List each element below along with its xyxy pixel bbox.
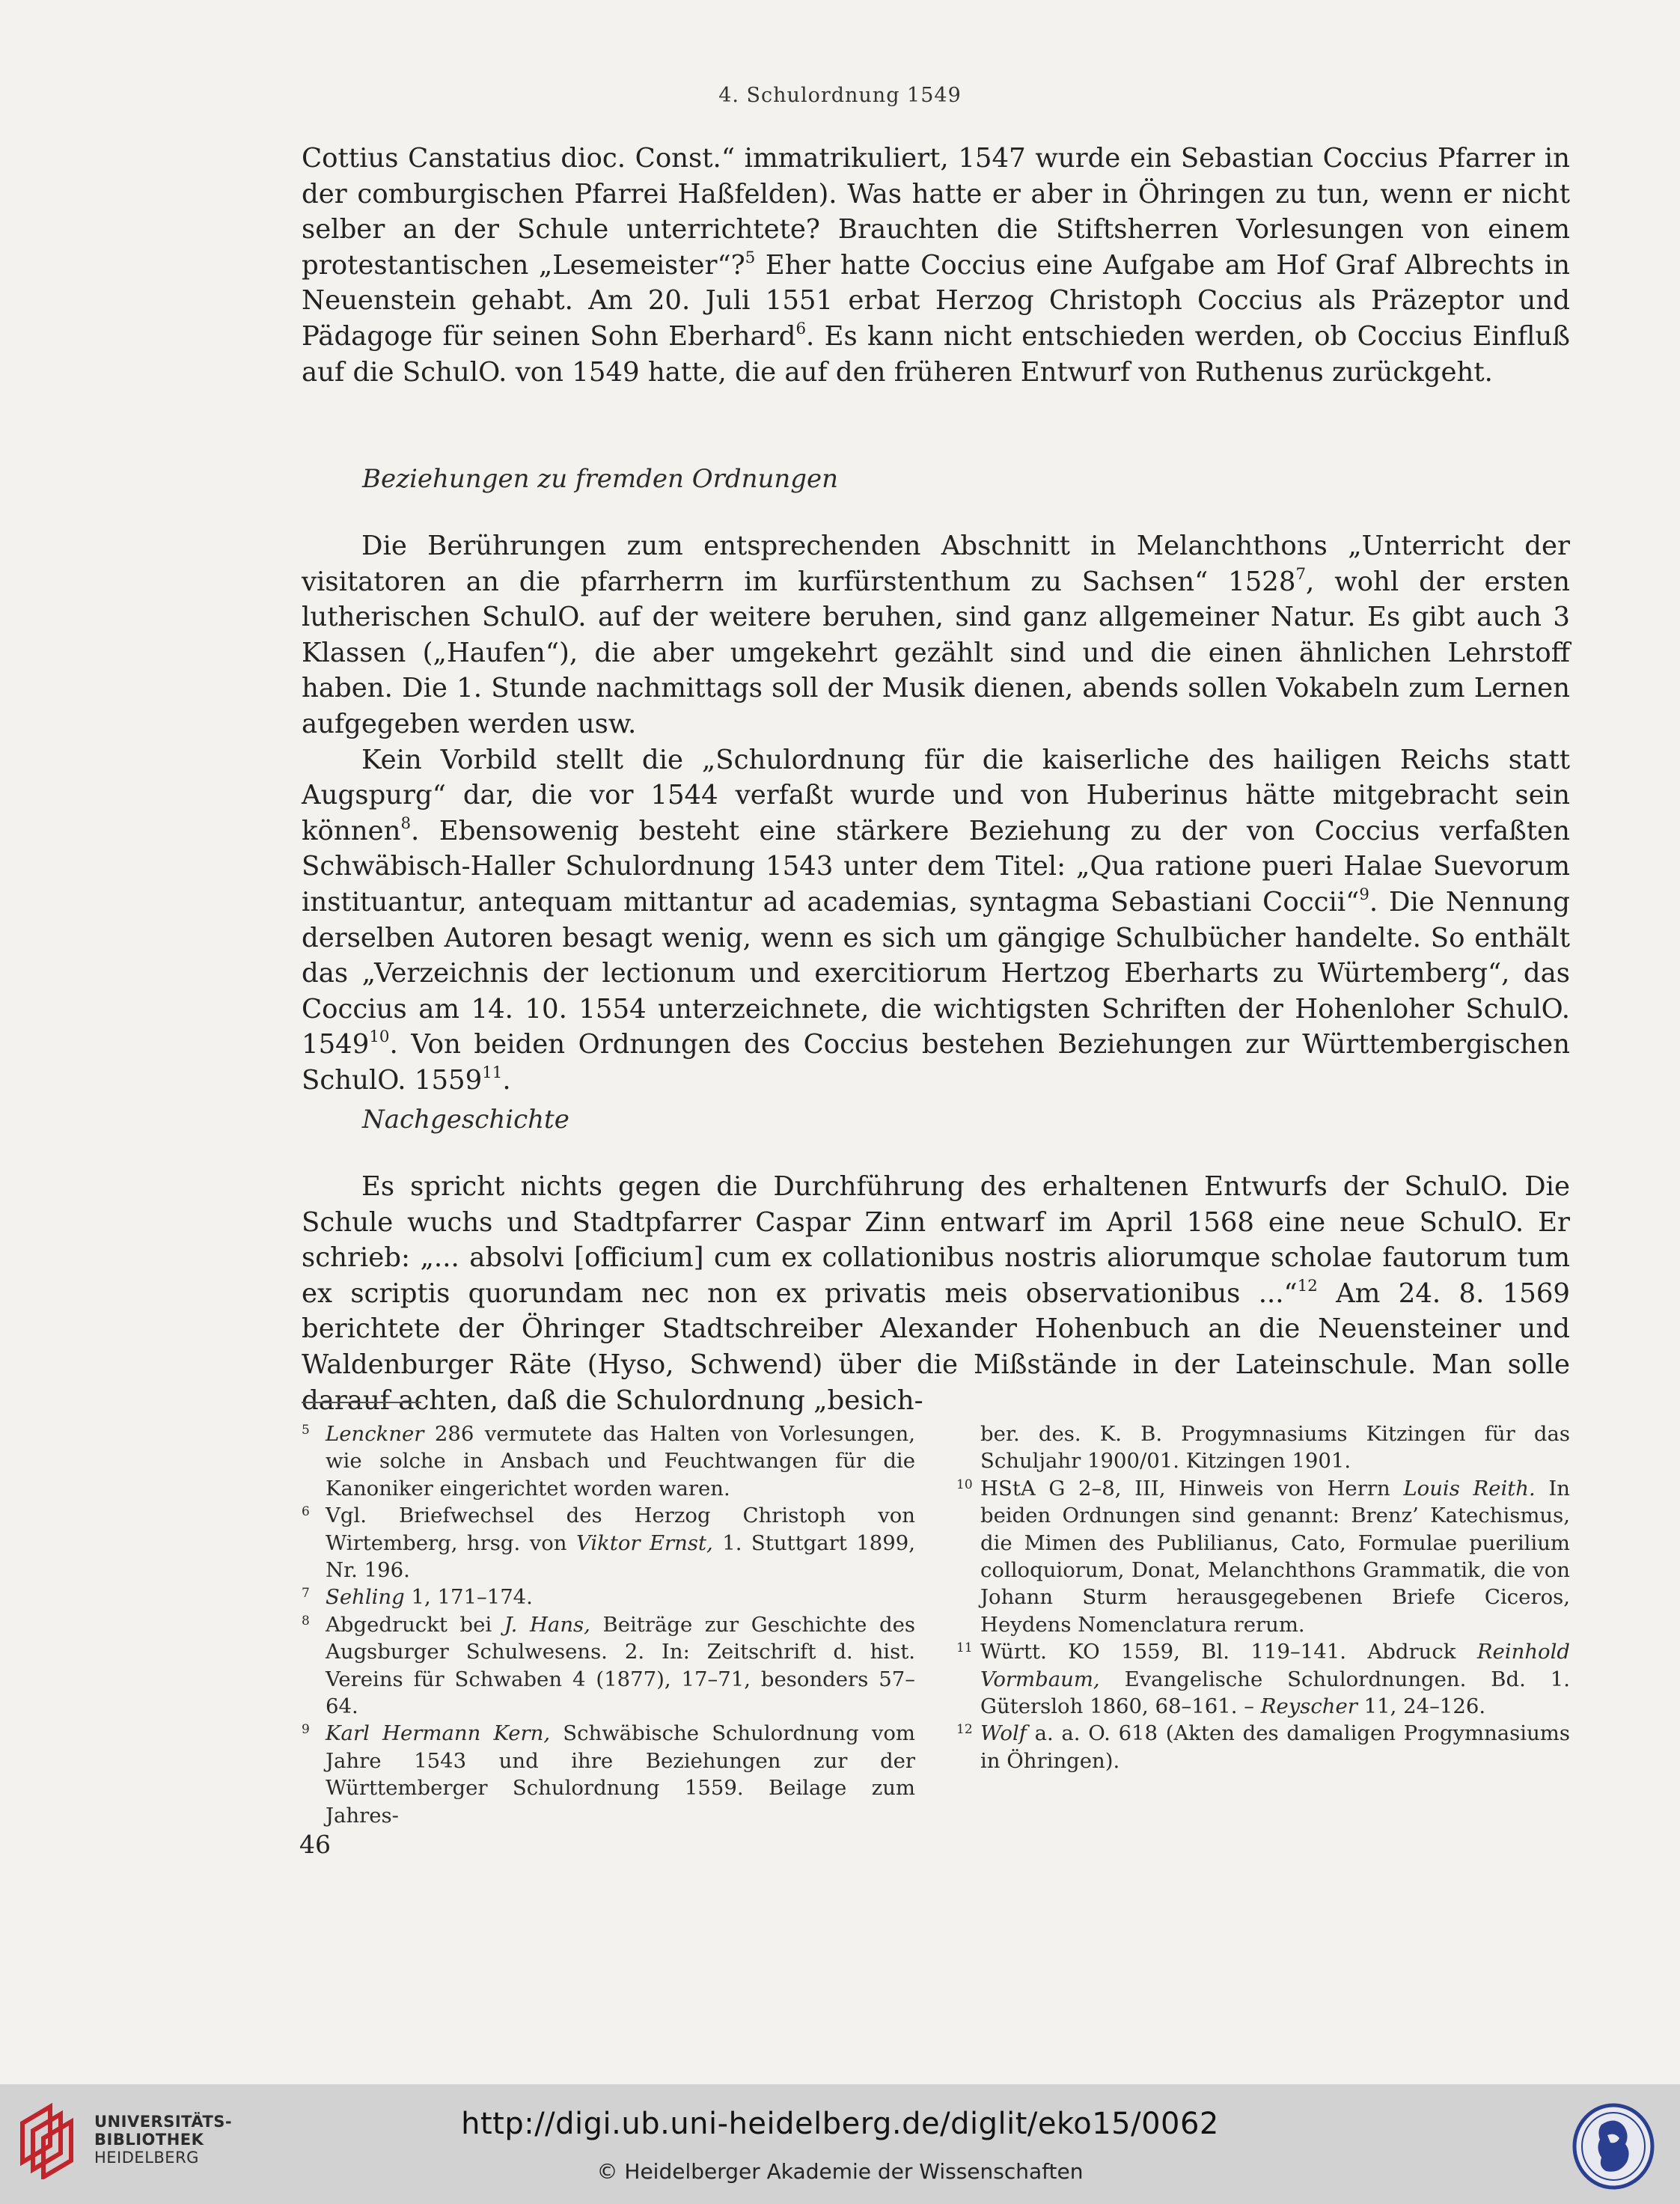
footnote-number: 6 [302, 1504, 310, 1520]
footnote: 7 Sehling 1, 171–174. [302, 1585, 533, 1610]
permalink-url[interactable]: http://digi.ub.uni-heidelberg.de/diglit/eko15/0062 [461, 2107, 1219, 2141]
footnote-number: 5 [302, 1423, 310, 1438]
footnote: 12 Wolf a. a. O. 618 (Akten des damaligen Progymnasiums in Öhringen). [956, 1721, 1570, 1773]
footnote-reference: 7 [1295, 564, 1307, 584]
italic-name: Karl Hermann Kern, [326, 1721, 551, 1746]
footnote-number: 9 [302, 1722, 310, 1738]
running-head: 4. Schulordnung 1549 [718, 84, 962, 107]
footnote: 10 HStA G 2–8, III, Hinweis von Herrn Louis Reith. In beiden Ordnungen sind genannt: Brenz’ Katechismus, die Mimen des Publilianus, Cato, Formulae puerilium colloquiorum, Donat, Melanchthons Grammatik, die von Johann Sturm herausgegebenen Briefe Ciceros, Heydens Nomenclatura rerum. [956, 1476, 1570, 1637]
logo-line-1: UNIVERSITÄTS- [94, 2113, 233, 2131]
paragraphs-top [302, 141, 1570, 390]
italic-name: Reyscher [1260, 1694, 1357, 1719]
section-heading-relations: Beziehungen zu fremden Ordnungen [362, 464, 839, 494]
body-paragraph: Cottius Canstatius dioc. Const.“ immatrikuliert, 1547 wurde ein Sebastian Coccius Pfarrer in der comburgischen Pfarrei Haßfelden). Was hatte er aber in Öhringen zu tun, wenn er nicht selber an der Schule unterrichtete? Brauchten die Stiftsherren Vorlesungen von einem protestantischen „Lesemeister“?$^5$ Eher hatte Coccius eine Aufgabe am Hof Graf Albrechts in Neuenstein gehabt. Am 20. Juli 1551 erbat Herzog Christoph Coccius als Präzeptor und Pädagoge für seinen Sohn Eberhard$^6$. Es kann nicht entschieden werden, ob Coccius Einfluß auf die SchulO. von 1549 hatte, die auf den früheren Entwurf von Ruthenus zurückgeht. [302, 143, 1570, 388]
footnote-reference: 6 [795, 320, 806, 339]
body-paragraph: Es spricht nichts gegen die Durchführung des erhaltenen Entwurfs der SchulO. Die Schule wuchs und Stadtpfarrer Caspar Zinn entwarf im April 1568 eine neue SchulO. Er schrieb: „... absolvi [officium] cum ex collationibus nostris aliorumque scholae fautorum tum ex scriptis quorundam nec non ex privatis meis observationibus ...“$^{12}$ Am 24. 8. 1569 berichtete der Öhringer Stadtschreiber Alexander Hohenbuch an die Neuensteiner und Waldenburger Räte (Hyso, Schwend) über die Mißstände in der Lateinschule. Man solle darauf achten, daß die Schulordnung „besich- [302, 1171, 1571, 1416]
footnote-number: 12 [956, 1722, 973, 1738]
paragraphs-middle [302, 528, 1570, 1099]
section-heading-aftermath: Nachgeschichte [362, 1105, 569, 1135]
italic-name: Wolf [980, 1721, 1027, 1746]
footnote: ber. des. K. B. Progymnasiums Kitzingen für das Schuljahr 1900/01. Kitzingen 1901. [980, 1422, 1570, 1474]
footnote-number: 8 [302, 1613, 310, 1628]
footer-bar [0, 2084, 1680, 2204]
footnote: 9 Karl Hermann Kern, Schwäbische Schulordnung vom Jahre 1543 und ihre Beziehungen zur der Württemberger Schulordnung 1559. Beilage zum Jahres- [302, 1721, 916, 1828]
footnote-divider [302, 1402, 421, 1403]
page-number: 46 [299, 1830, 331, 1859]
logo-line-2: BIBLIOTHEK [94, 2131, 204, 2149]
footnote-number: 10 [956, 1477, 973, 1492]
footnote-reference: 11 [482, 1063, 503, 1082]
paragraph-group-top [302, 141, 1570, 390]
body-paragraph: Die Berührungen zum entsprechenden Abschnitt in Melanchthons „Unterricht der visitatoren an die pfarrherrn im kurfürstenthum zu Sachsen“ 1528$^7$, wohl der ersten lutherischen SchulO. auf der weitere beruhen, sind ganz allgemeiner Natur. Es gibt auch 3 Klassen („Haufen“), die aber umgekehrt gezählt sind und die einen ähnlichen Lehrstoff haben. Die 1. Stunde nachmittags soll der Musik dienen, abends sollen Vokabeln zum Lernen aufgegeben werden usw. [302, 531, 1571, 739]
paragraph-group-bottom [302, 1169, 1570, 1418]
italic-name: Lenckner [326, 1422, 424, 1446]
italic-name: Sehling [326, 1585, 405, 1610]
footnote: 8 Abgedruckt bei J. Hans, Beiträge zur Geschichte des Augsburger Schulwesens. 2. In: Zeitschrift d. hist. Vereins für Schwaben 4 (1877), 17–71, besonders 57–64. [302, 1612, 915, 1719]
italic-name: Reinhold Vormbaum, [980, 1640, 1570, 1691]
footnote-reference: 10 [369, 1028, 390, 1047]
footnote-reference: 9 [1359, 885, 1369, 905]
footnotes-left-column [302, 1420, 915, 1829]
footnote: 6 Vgl. Briefwechsel des Herzog Christoph von Wirtemberg, hrsg. von Viktor Ernst, 1. Stuttgart 1899, Nr. 196. [302, 1504, 915, 1583]
logo-line-3: HEIDELBERG [94, 2149, 199, 2167]
footnote: 11 Württ. KO 1559, Bl. 119–141. Abdruck Reinhold Vormbaum, Evangelische Schulordnungen. Bd. 1. Gütersloh 1860, 68–161. – Reyscher 11, 24–126. [956, 1640, 1570, 1719]
body-paragraph: Kein Vorbild stellt die „Schulordnung für die kaiserliche des hailigen Reichs statt Augspurg“ dar, die vor 1544 verfaßt wurde und von Huberinus hätte mitgebracht sein können$^8$. Ebensowenig besteht eine stärkere Beziehung zu der von Coccius verfaßten Schwäbisch-Haller Schulordnung 1543 unter dem Titel: „Qua ratione pueri Halae Suevorum instituantur, antequam mittantur ad academias, syntagma Sebastiani Coccii“$^9$. Die Nennung derselben Autoren besagt wenig, wenn es sich um gängige Schulbücher handelte. So enthält das „Verzeichnis der lectionum und exercitiorum Hertzog Eberharts zu Würtemberg“, das Coccius am 14. 10. 1554 unterzeichnete, die wichtigsten Schriften der Hohenloher SchulO. 1549$^{10}$. Von beiden Ordnungen des Coccius bestehen Beziehungen zur Württembergischen SchulO. 1559$^{11}$. [302, 744, 1570, 1096]
footnotes-right-column [956, 1420, 1570, 1774]
footnote-number: 11 [956, 1640, 973, 1656]
footnote-reference: 12 [1297, 1276, 1318, 1295]
copyright-notice: © Heidelberger Akademie der Wissenschaften [596, 2159, 1084, 2184]
footnote: 5 Lenckner 286 vermutete das Halten von Vorlesungen, wie solche in Ansbach und Feuchtwangen für die Kanoniker eingerichtet worden waren. [302, 1422, 915, 1501]
university-seal-icon[interactable] [1571, 2102, 1655, 2191]
footnote-number: 7 [302, 1586, 310, 1602]
italic-name: J. Hans, [504, 1612, 590, 1637]
footnote-reference: 8 [400, 813, 412, 833]
italic-name: Viktor Ernst, [575, 1530, 713, 1555]
paragraphs-bottom [302, 1169, 1570, 1418]
footnote-reference: 5 [745, 248, 756, 267]
paragraph-group-middle [302, 528, 1570, 1099]
italic-name: Louis Reith. [1403, 1476, 1536, 1501]
